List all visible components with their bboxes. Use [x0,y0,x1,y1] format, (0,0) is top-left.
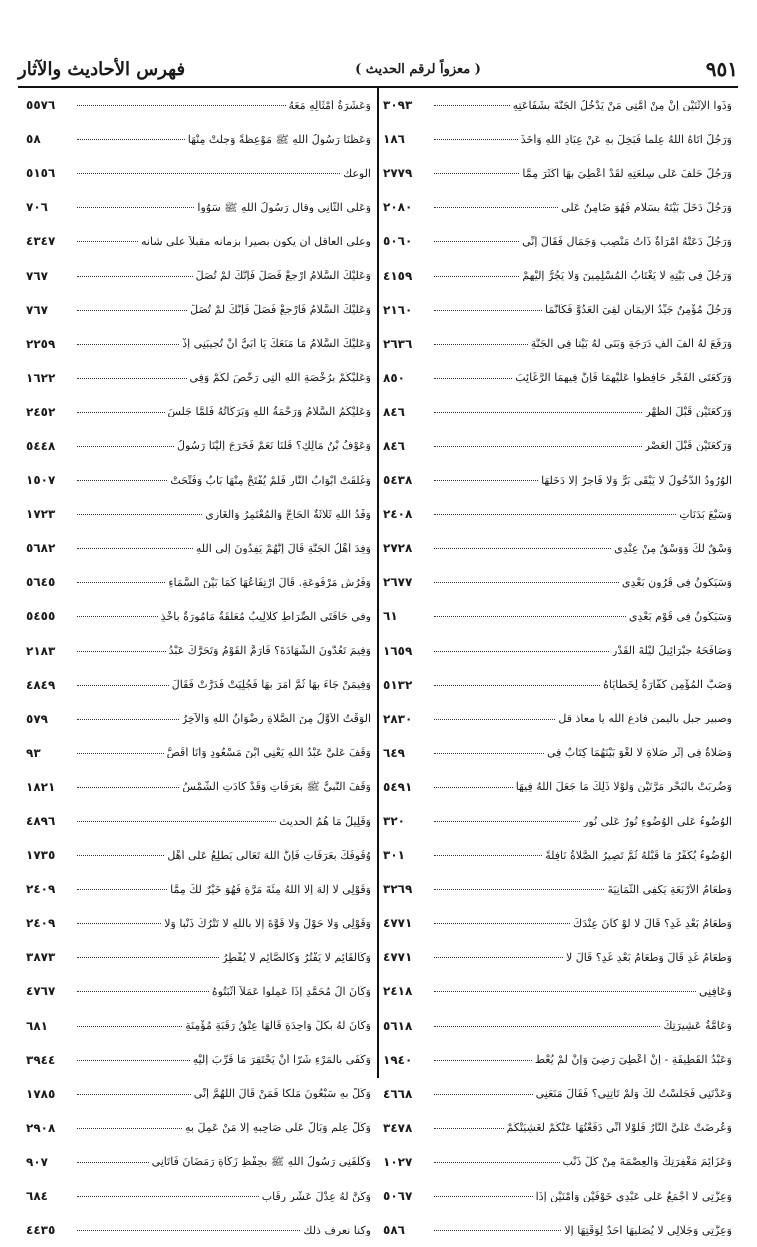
entry-number: ٧٦٧ [26,268,48,283]
dot-leader [77,752,164,754]
entry-number: ١٨٢١ [26,779,56,794]
dot-leader [77,820,276,822]
index-entry [18,1009,377,1043]
entry-number: ٧٠٦ [26,200,48,215]
entry-text: وَسَبْعَ بَدَنَاتٍ [679,508,732,520]
entry-number: ٥٠٦٠ [383,234,413,249]
entry-text: وَرَكْعَتَي الْفَجْرِ حَافِظُوا عَلَيْهِمَا فَإِنَّ فِيهِمَا الرَّغَائِبَ [515,372,732,384]
entry-number: ٢٧٧٩ [383,166,413,181]
entry-number: ٥٥٧٦ [26,98,56,113]
index-columns [18,88,738,1238]
index-entry [18,940,377,974]
index-page [18,52,738,1238]
entry-text: وَعَبْدُ الْقَطِيفَةِ - إِنْ أُعْطِيَ رَضِيَ وَإِنْ لَمْ يُعْطَ [534,1054,732,1066]
index-entry [379,906,738,940]
entry-text: وَكَانَ آلُ مُحَمَّدٍ إِذَا عَمِلُوا عَمَلاً أَثْبَتُوهُ [211,985,371,997]
dot-leader [77,377,187,379]
index-entry [379,1213,738,1247]
dot-leader [77,956,219,958]
entry-number: ٣٤٧٨ [383,1120,413,1135]
entry-text: وَعُرِضَتْ عَلَيَّ النَّارُ فَلَوْلا أَنِّي دَفَعْتُهَا عَنْكُمْ لَغَشِيَتْكُمْ [506,1122,732,1134]
index-entry [18,872,377,906]
dot-leader [434,104,510,106]
dot-leader [77,138,185,140]
entry-number: ٩٠٧ [26,1154,48,1169]
index-entry [18,429,377,463]
dot-leader [77,411,165,413]
entry-number: ١٨٦ [383,132,405,147]
entry-number: ٢٦٣٦ [383,336,413,351]
entry-number: ٥٤٥٥ [26,609,56,624]
entry-text: وَقَلِيلٌ مَا هُمُ الحديث [279,815,371,827]
entry-text: وَسَيَكُونُ فِي قَوْمٍ بَعْدِي [628,610,732,622]
entry-text: وَكَفَى بِالْمَرْءِ شَرّاً أَنْ يَحْتَقِرَ مَا قُرِّبَ إِلَيْهِ [192,1054,371,1066]
dot-leader [434,343,528,345]
index-entry [379,770,738,804]
dot-leader [77,206,194,208]
dot-leader [77,1025,182,1027]
dot-leader [434,479,538,481]
entry-text: وَعِزَّتِي لا أَجْمَعُ عَلَى عَبْدِي خَوْفَيْنِ وَأَمْنَيْنِ إِذَا [535,1190,732,1202]
entry-text: وَعَزَائِمَ مَغْفِرَتِكَ وَالْعِصْمَةَ مِنْ كُلِّ ذَنْبٍ [562,1156,732,1168]
dot-leader [77,1229,300,1231]
dot-leader [77,445,174,447]
index-entry [379,1043,738,1077]
index-entry [18,258,377,292]
index-entry [18,156,377,190]
entry-number: ٥١٣٢ [383,677,413,692]
entry-text: وَرَجُلٌ فِي بَيْتِهِ لا يَغْتَابُ الْمُسْلِمِينَ وَلا يَجُرُّ إِلَيْهِمْ [522,270,732,282]
dot-leader [77,922,161,924]
dot-leader [77,172,340,174]
dot-leader [434,275,519,277]
entry-text: وَكُلُّ عِلْمٍ وَبَالٌ عَلَى صَاحِبِهِ إِلا مَنْ عَمِلَ بِهِ [185,1122,371,1134]
index-entry [18,327,377,361]
entry-text: وصبير جبل باليمن فادع الله يا معاذ قل [558,713,732,725]
entry-number: ٣٨٧٣ [26,950,56,965]
entry-number: ٤٤٣٥ [26,1223,56,1238]
entry-text: وَضُرِبَتْ بِالْبَحْرِ مَرَّتَيْنِ وَلَوْلا ذَلِكَ مَا جَعَلَ اللَّهُ فِيهَا [515,781,732,793]
entry-text: وَرَفَعَ لَهُ أَلْفَ أَلْفِ دَرَجَةٍ وَبَنَى لَهُ بَيْتاً فِي الْجَنَّةِ [530,338,732,350]
index-entry [379,668,738,702]
entry-number: ٢٠٨٠ [383,200,413,215]
entry-number: ٢٤١٨ [383,984,413,999]
entry-text: وَقَفَ النَّبِيُّ ﷺ بِعَرَفَاتٍ وَقَدْ كَادَتِ الشَّمْسُ [182,781,371,793]
entry-number: ٢٩٠٨ [26,1120,56,1135]
dot-leader [434,445,642,447]
index-entry [18,974,377,1008]
dot-leader [434,1093,533,1095]
dot-leader [77,343,179,345]
dot-leader [77,479,167,481]
entry-text: وَعَشَرَةُ أَمْثَالِهِ مَعَهُ [288,99,371,111]
index-entry [379,736,738,770]
dot-leader [434,377,512,379]
entry-number: ٤٨٩٦ [26,814,56,829]
dot-leader [434,820,580,822]
index-entry [18,224,377,258]
dot-leader [77,615,158,617]
entry-text: وَطَعَامُ الأَرْبَعَةِ يَكْفِي الثَّمَانِيَةَ [607,883,732,895]
dot-leader [77,1195,259,1197]
index-entry [18,736,377,770]
entry-number: ٥٦٤٥ [26,575,56,590]
index-entry [18,599,377,633]
entry-number: ٨٥٠ [383,370,405,385]
entry-text: وَعَلَيْكُمُ السَّلامُ وَرَحْمَةُ اللَّهِ وَبَرَكَاتُهُ فَلَمَّا جَلَسَ [167,406,371,418]
index-entry [18,1213,377,1247]
index-entry [379,429,738,463]
index-entry [18,497,377,531]
entry-number: ٥٤٤٨ [26,438,56,453]
entry-number: ٥٦٨٢ [26,541,56,556]
entry-number: ٥٨٦ [383,1223,405,1238]
entry-text: وَعَظَنَا رَسُولُ اللَّهِ ﷺ مَوْعِظَةً وَجِلَتْ مِنْهَا [187,133,371,145]
index-entry [379,156,738,190]
dot-leader [434,1127,504,1129]
index-entry [18,702,377,736]
dot-leader [77,104,286,106]
entry-text: وَعَدْتَنِي فَجَلَسْتُ لَكَ وَلَمْ تَأْتِنِي؟ فَقَالَ مَنَعَنِي [535,1088,732,1100]
dot-leader [77,684,169,686]
entry-number: ٣٠٩٣ [383,98,413,113]
dot-leader [77,309,187,311]
entry-number: ١٧٨٥ [26,1086,56,1101]
index-entry [379,258,738,292]
entry-number: ١٥٠٧ [26,473,56,488]
entry-text: وَفُرُشٍ مَرْفُوعَةٍ. قَالَ ارْتِفَاعُهَا كَمَا بَيْنَ السَّمَاءِ [168,576,371,588]
dot-leader [434,411,642,413]
index-entry [18,770,377,804]
entry-number: ٣٠١ [383,848,405,863]
entry-text: وَعَلَيْكَ السَّلامُ ارْجِعْ فَصَلِّ فَإِنَّكَ لَمْ تُصَلِّ [195,270,371,282]
entry-text: وَعَلَى الثَّانِي وقال رَسُولُ اللَّهِ ﷺ سَوُوا [197,201,371,213]
entry-text: وَقَوْلِي وَلا حَوْلَ وَلا قُوَّةَ إِلا بِاللَّهِ لا تَتْرُكُ ذَنْباً وَلا [164,917,371,929]
entry-number: ٦٨٤ [26,1189,48,1204]
entry-number: ٢٧٢٨ [383,541,413,556]
index-entry [18,531,377,565]
entry-number: ٦٨١ [26,1018,48,1033]
entry-text: وَكَالقَائِمِ لا يَفْتُرُ وَكَالصَّائِمِ لا يُفْطِرُ [222,951,371,963]
entry-number: ٥٠٦٧ [383,1189,413,1204]
index-entry [379,974,738,1008]
entry-text: وُقُوفُكَ بِعَرَفَاتٍ فَإِنَّ اللَّهَ تَعَالَى يَطَّلِعُ عَلَى أَهْلِ [167,849,371,861]
dot-leader [434,922,570,924]
dot-leader [434,240,519,242]
dot-leader [434,718,555,720]
index-entry [379,634,738,668]
dot-leader [434,956,563,958]
entry-number: ٤٣٤٧ [26,234,56,249]
dot-leader [77,240,138,242]
entry-text: وَصَلاةٌ فِي إِثْرِ صَلاةٍ لا لَغْوَ بَيْنَهُمَا كِتَابٌ فِي [546,747,732,759]
entry-text: وَصَبُّ الْمُؤْمِنِ كَفَّارَةٌ لِخَطَايَاهُ [603,679,732,691]
entry-text: الْوَقْتُ الأَوَّلُ مِنَ الصَّلاةِ رِضْوَانُ اللَّهِ وَالآخِرُ [181,713,371,725]
entry-number: ٥٨ [26,132,41,147]
dot-leader [434,1229,561,1231]
entry-number: ٨٤٦ [383,438,405,453]
entry-text: وَعَلَيْكُمْ بِرُخْصَةِ اللَّهِ الَّتِي رَخَّصَ لَكُمْ وَفِي [189,372,371,384]
dot-leader [434,752,544,754]
dot-leader [434,1161,560,1163]
entry-text: وَفْدُ اللَّهِ ثَلاثَةٌ الْحَاجُّ وَالْمُعْتَمِرُ وَالْغَازِي [205,508,371,520]
dot-leader [434,172,519,174]
index-entry [379,838,738,872]
index-entry [379,872,738,906]
entry-text: وَفِدَ أَهْلُ الْجَنَّةِ قَالَ إِنَّهُمْ يَفِدُونَ إِلَى اللَّهِ [195,542,371,554]
index-entry [18,668,377,702]
entry-text: وَعَوْفُ بْنُ مَالِكٍ؟ قُلْنَا نَعَمْ فَخَرَجَ إِلَيْنَا رَسُولُ [177,440,371,452]
dot-leader [434,1195,533,1197]
entry-number: ٢٤٠٩ [26,882,56,897]
index-entry [18,293,377,327]
entry-number: ١٧٢٣ [26,507,56,522]
index-entry [379,940,738,974]
entry-text: وَرَجُلٌ دَخَلَ بَيْتَهُ بِسَلامٍ فَهُوَ ضَامِنٌ عَلَى [561,201,732,213]
entry-number: ١٦٥٩ [383,643,413,658]
entry-number: ٩٣ [26,745,41,760]
dot-leader [434,309,542,311]
entry-text: الْوُضُوءُ يُكَفِّرُ مَا قَبْلَهُ ثُمَّ تَصِيرُ الصَّلاةُ نَافِلَةً [545,849,732,861]
entry-text: وَعَلَيْكَ السَّلامُ فَارْجِعْ فَصَلِّ فَإِنَّكَ لَمْ تُصَلِّ [190,304,371,316]
entry-number: ٢٦٧٧ [383,575,413,590]
index-entry [379,293,738,327]
dot-leader [434,138,518,140]
dot-leader [434,581,619,583]
dot-leader [434,1025,660,1027]
entry-number: ٦١ [383,609,398,624]
entry-text: وَقَفَ عَلَيَّ عَبْدُ اللَّهِ يَعْنِي ابْنَ مَسْعُودٍ وَأَنَا أَقُصُّ [166,747,371,759]
entry-text: وَرَجُلٌ حَلَفَ عَلَى سِلْعَتِهِ لَقَدْ أُعْطِيَ بِهَا أَكْثَرَ مِمَّا [522,167,732,179]
index-entry [379,1111,738,1145]
index-entry [379,531,738,565]
entry-number: ٢٤٥٢ [26,404,56,419]
dot-leader [77,275,193,277]
index-title: فهرس الأحاديث والآثار [18,58,186,80]
index-entry [18,88,377,122]
entry-text: وَطَعَامُ بَعْدِ غَدٍ؟ قَالَ لا لَوْ كَانَ عِنْدَكَ [573,917,732,929]
entry-number: ١٠٢٧ [383,1154,413,1169]
entry-number: ٥٧٩ [26,711,48,726]
entry-number: ٤٧٧١ [383,950,413,965]
entry-text: وَرَكْعَتَيْنِ قَبْلَ الْعَصْرِ [644,440,732,452]
entry-number: ١٧٣٥ [26,848,56,863]
index-entry [18,1145,377,1179]
index-entry [379,565,738,599]
dot-leader [77,1127,182,1129]
index-entry [18,1111,377,1145]
entry-text: وَكَلَّفَنِي رَسُولُ اللَّهِ ﷺ بِحِفْظِ زَكَاةِ رَمَضَانَ فَأَتَانِي [151,1156,371,1168]
right-column [379,88,738,1238]
entry-number: ٦٤٩ [383,745,405,760]
index-entry [18,1043,377,1077]
dot-leader [77,513,202,515]
entry-number: ٤٧٧١ [383,916,413,931]
entry-text: وَقَوْلِي لا إِلَهَ إِلا اللَّهُ مِئَةَ مَرَّةٍ فَهُوَ خَيْرٌ لَكَ مِمَّا [170,883,371,895]
dot-leader [77,1161,149,1163]
entry-text: وَعَافِنِي [699,985,732,997]
entry-text: وَعَلَيْكَ السَّلامُ مَا مَنَعَكَ يَا أُبَيُّ أَنْ تُجِيبَنِي إِذْ [182,338,371,350]
entry-text: الوُرُودُ الدُّخُولُ لا يَبْقَى بَرٌّ وَلا فَاجِرٌ إِلا دَخَلَهَا [541,474,732,486]
entry-text: وَفِيمَنْ جَاءَ بِهَا ثُمَّ أَمَرَ بِهَا فَجُلِيَتْ فَدَرَّتْ فَقَالَ [171,679,371,691]
index-entry [379,1077,738,1111]
index-entry [379,804,738,838]
index-entry [18,190,377,224]
entry-text: وَطَعَامُ غَدٍ قَالَ وَطَعَامُ بَعْدِ غَدٍ؟ قَالَ لا [565,951,732,963]
index-entry [379,224,738,258]
dot-leader [434,1059,532,1061]
entry-text: وَغُلِّقَتْ أَبْوَابُ النَّارِ فَلَمْ يُفْتَحْ مِنْهَا بَابٌ وَفُتِّحَتْ [170,474,371,486]
entry-number: ٢٤٠٨ [383,507,413,522]
entry-text: الوعك [343,167,371,179]
entry-number: ٣٩٤٤ [26,1052,56,1067]
entry-number: ٣٢٦٩ [383,882,413,897]
index-entry [379,327,738,361]
entry-text: وَكَانَ لَهُ بِكُلِّ وَاحِدَةٍ قَالَهَا عِتْقُ رَقَبَةٍ مُؤْمِنَةٍ [185,1020,371,1032]
entry-number: ٢٢٥٩ [26,336,56,351]
index-entry [379,88,738,122]
left-column [18,88,377,1238]
dot-leader [434,615,626,617]
entry-text: وَعَامَّةُ عَشِيرَتِكَ [663,1020,732,1032]
index-entry [18,906,377,940]
dot-leader [434,786,513,788]
entry-text: وَذَوا الإثْنَيْنِ إنْ مِنْ أُمَّتِي مَنْ يَدْخُلُ الْجَنَّةَ بِشَفَاعَتِهِ [512,99,732,111]
dot-leader [434,684,600,686]
entry-number: ٨٤٦ [383,404,405,419]
entry-text: وَصَافَحَهُ جِبْرَائِيلُ لَيْلَةَ الْقَدْرِ [612,645,732,657]
entry-text: وفي حَافَتَيِ الصِّرَاطِ كَلالِيبُ مُعَلَّقَةٌ مَأْمُورَةٌ بِأَخْذِ [160,610,371,622]
entry-number: ٢١٦٠ [383,302,413,317]
entry-number: ٧٦٧ [26,302,48,317]
dot-leader [434,854,542,856]
entry-text: وكنا نعرف ذلك [303,1224,371,1236]
index-entry [18,838,377,872]
entry-text: الْوُضُوءُ عَلَى الْوُضُوءِ نُورٌ عَلَى نُورٍ [583,815,732,827]
page-subtitle: ( معزواً لرقم الحديث ) [355,61,481,77]
entry-text: وَسَيَكُونُ فِي قُرُونٍ بَعْدِي [621,576,732,588]
entry-number: ٥٤٩١ [383,779,413,794]
entry-text: وَكُنَّ لَهُ عِدْلَ عَشْرِ رِقَابٍ [261,1190,371,1202]
entry-number: ٥٤٣٨ [383,473,413,488]
index-entry [379,702,738,736]
entry-text: وَرَجُلٌ دَعَتْهُ امْرَأَةٌ ذَاتُ مَنْصِبٍ وَجَمَالٍ فَقَالَ إِنِّي [522,235,732,247]
entry-text: وَرَجُلٌ مُؤْمِنٌ جَيِّدُ الإِيمَانِ لَقِيَ الْعَدُوَّ فَكَأَنَّمَا [545,304,732,316]
index-entry [379,1145,738,1179]
entry-number: ٤٧٦٧ [26,984,56,999]
entry-text: وَكُلٌّ بِهِ سَبْعُونَ مَلَكاً فَمَنْ قَالَ اللَّهُمَّ إِنِّي [193,1088,371,1100]
index-entry [379,599,738,633]
dot-leader [77,547,193,549]
dot-leader [77,854,164,856]
dot-leader [77,581,165,583]
entry-text: وعلى العاقل أن يكون بصيراً بزمانه مقبلاً على شانه [141,235,371,247]
index-entry [18,1179,377,1213]
entry-number: ٤١٥٩ [383,268,413,283]
entry-number: ٢١٨٣ [26,643,56,658]
dot-leader [77,888,167,890]
dot-leader [434,547,611,549]
index-entry [18,565,377,599]
dot-leader [77,786,179,788]
index-entry [18,361,377,395]
page-number: ٩٥١ [705,57,738,81]
entry-text: وَعِزَّتِي وَجَلالِي لا يُصَلِّيهَا أَحَدٌ لِوَقْتِهَا إِلا [564,1224,732,1236]
entry-number: ٣٢٠ [383,814,405,829]
dot-leader [434,650,609,652]
entry-number: ١٦٢٢ [26,370,56,385]
entry-text: وَسْقٌ لَكَ وَوَسْقٌ مِنْ عِنْدِي [614,542,732,554]
entry-text: وَفِيمَ تَعُدُّونَ الشَّهَادَةَ؟ فَأَرَمَّ الْقَوْمُ وَتَحَرَّكَ عَبْدُ [168,645,371,657]
entry-number: ١٩٤٠ [383,1052,413,1067]
entry-number: ٥١٥٦ [26,166,56,181]
index-entry [379,1179,738,1213]
dot-leader [434,990,696,992]
entry-number: ٢٤٠٩ [26,916,56,931]
entry-number: ٥٦١٨ [383,1018,413,1033]
dot-leader [77,650,166,652]
entry-number: ٤٦٦٨ [383,1086,413,1101]
index-entry [18,1077,377,1111]
index-entry [379,395,738,429]
dot-leader [434,888,604,890]
dot-leader [434,206,558,208]
index-entry [18,804,377,838]
index-entry [18,395,377,429]
dot-leader [77,1093,191,1095]
index-entry [379,361,738,395]
dot-leader [434,513,676,515]
dot-leader [77,1059,190,1061]
page-header [18,52,738,88]
dot-leader [77,990,209,992]
index-entry [379,122,738,156]
index-entry [18,463,377,497]
entry-number: ٤٨٤٩ [26,677,56,692]
index-entry [379,190,738,224]
index-entry [379,1009,738,1043]
entry-number: ٢٨٣٠ [383,711,413,726]
entry-text: وَرَجُلٌ آتَاهُ اللَّهُ عِلْماً فَبَخِلَ بِهِ عَنْ عِبَادِ اللَّهِ وَأَخَذَ [520,133,732,145]
index-entry [379,463,738,497]
dot-leader [77,718,179,720]
index-entry [18,122,377,156]
index-entry [18,634,377,668]
index-entry [379,497,738,531]
entry-text: وَرَكْعَتَيْنِ قَبْلَ الظُّهْرِ [645,406,732,418]
